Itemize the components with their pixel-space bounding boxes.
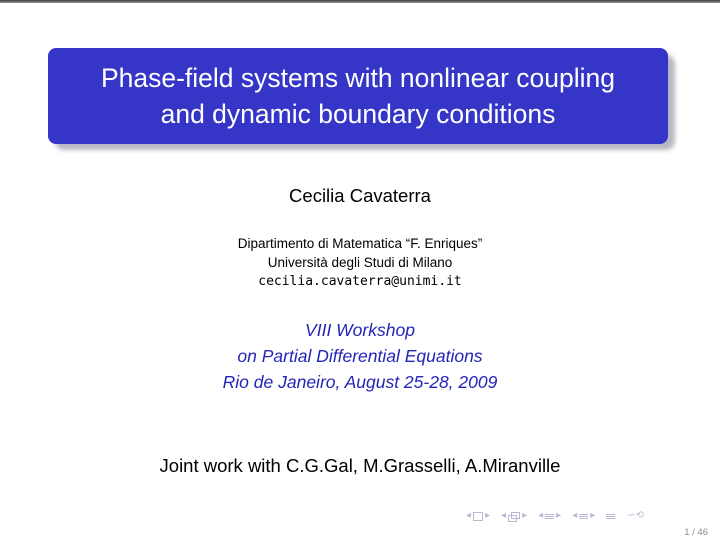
top-rule [0,0,720,3]
left-arrow-icon[interactable]: ◂ [466,510,472,521]
event-info [0,317,720,395]
left-arrow-icon[interactable]: ◂ [572,510,578,521]
event-line-2: on Partial Differential Equations [237,346,483,366]
right-arrow-icon[interactable]: ▸ [556,510,562,521]
right-arrow-icon[interactable]: ▸ [485,510,491,521]
affiliation [0,235,720,292]
author-name: Cecilia Cavaterra [289,185,431,206]
align-icon[interactable] [606,514,615,519]
event-line-3: Rio de Janeiro, August 25-28, 2009 [222,372,498,392]
right-arrow-icon[interactable]: ▸ [590,510,596,521]
search-icon[interactable]: ∽⟲ [627,510,645,521]
subsection-icon[interactable] [545,514,554,519]
university: Università degli Studi di Milano [267,254,453,270]
nav-misc-group [606,511,644,521]
joint-work: Joint work with C.G.Gal, M.Grasselli, A.Miranville [159,455,561,476]
email: cecilia.cavaterra@unimi.it [258,274,462,289]
title-line-2: and dynamic boundary conditions [160,99,556,129]
department: Dipartimento di Matematica “F. Enriques” [237,236,483,251]
nav-subsection-group [538,511,561,521]
navigation-bar [466,509,652,523]
title-box [48,48,668,144]
left-arrow-icon[interactable]: ◂ [501,510,507,521]
nav-frame-group [501,511,527,521]
slide-box-icon[interactable] [473,512,483,521]
section-icon[interactable] [579,514,588,519]
nav-slide-group [466,511,490,521]
left-arrow-icon[interactable]: ◂ [538,510,544,521]
frames-icon[interactable] [508,512,520,521]
nav-section-group [572,511,595,521]
right-arrow-icon[interactable]: ▸ [522,510,528,521]
page-indicator: 1 / 46 [684,527,708,538]
event-line-1: VIII Workshop [305,320,415,340]
title-line-1: Phase-field systems with nonlinear coupling [100,63,616,93]
